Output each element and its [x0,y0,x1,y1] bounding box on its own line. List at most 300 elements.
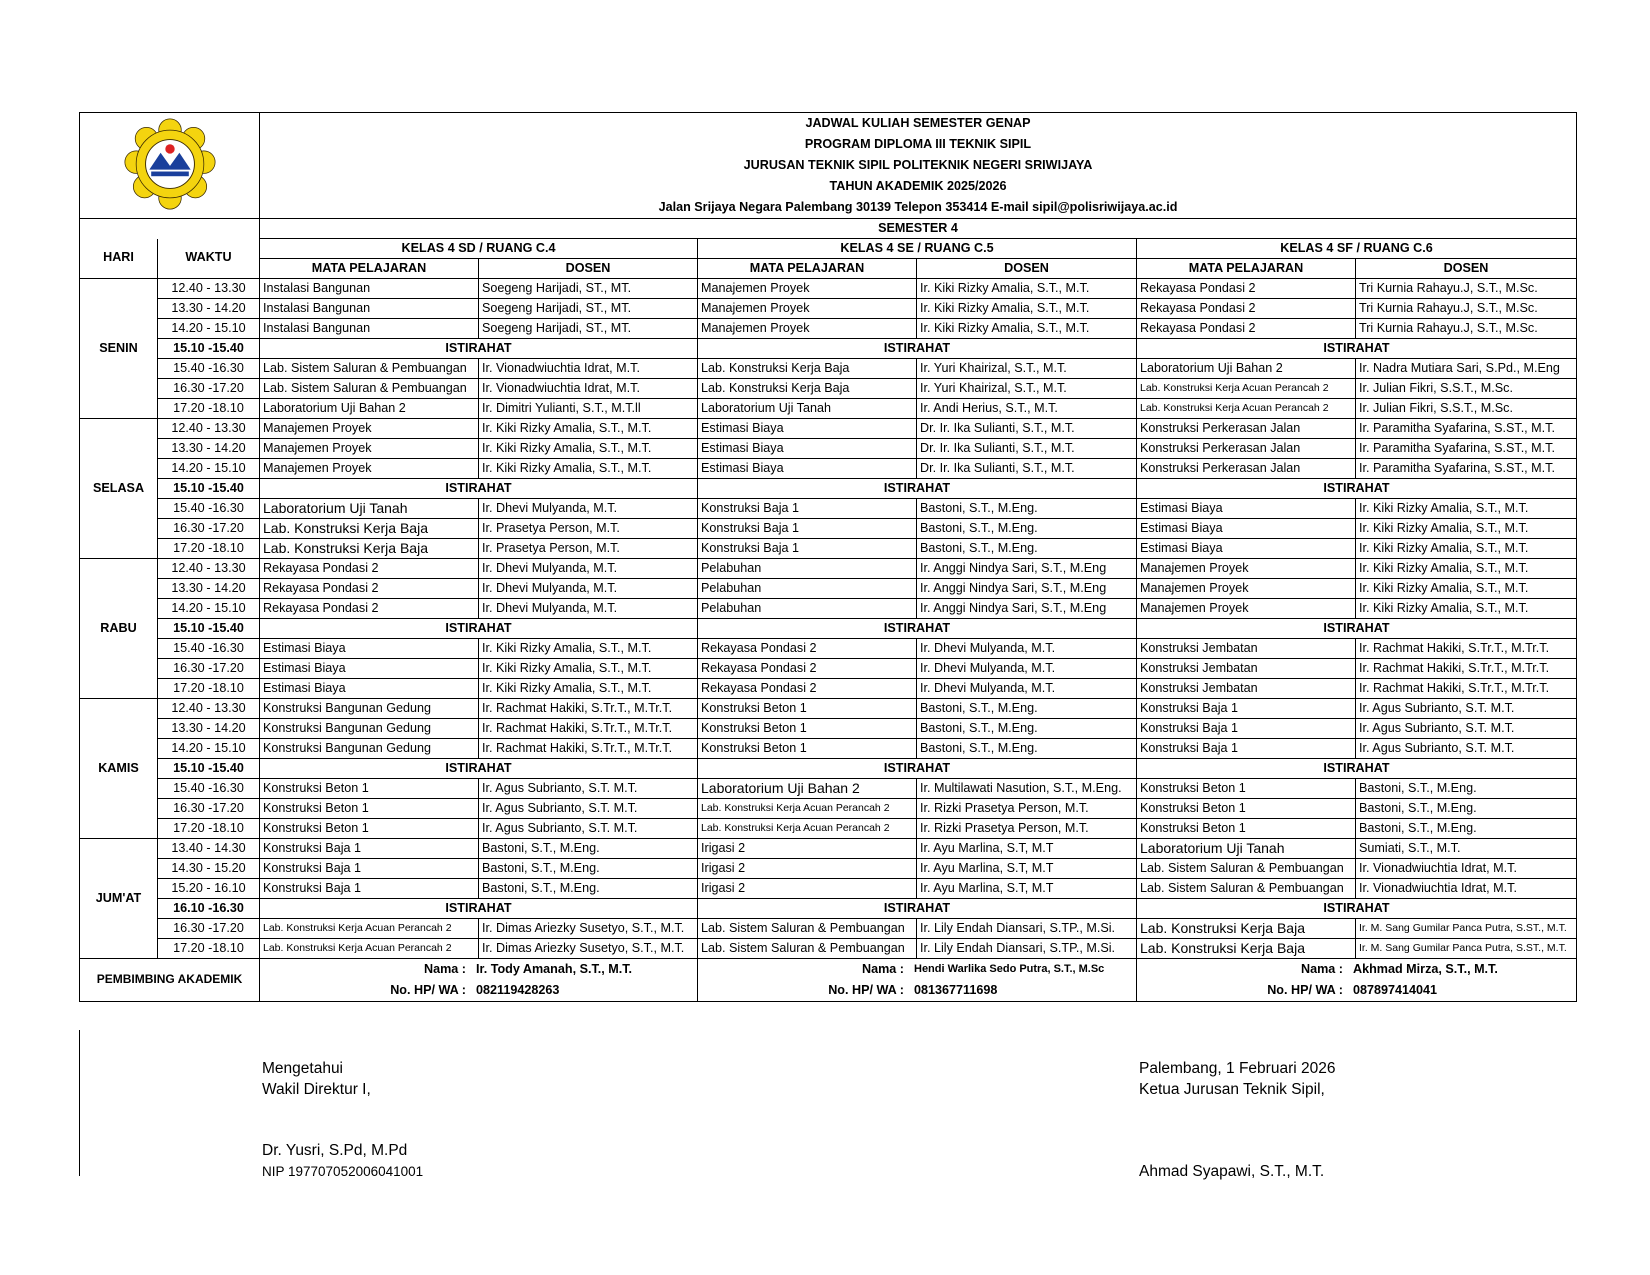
lecturer-cell: Ir. Vionadwiuchtia Idrat, M.T. [479,359,698,379]
course-cell: Konstruksi Beton 1 [698,739,917,759]
break-label: ISTIRAHAT [260,479,698,499]
footer-left-line2: Wakil Direktur I, [262,1081,371,1098]
course-cell: Rekayasa Pondasi 2 [698,679,917,699]
footer-right [1139,1058,1335,1100]
advisor-phone: 087897414041 [1353,982,1438,997]
header-department: JURUSAN TEKNIK SIPIL POLITEKNIK NEGERI SRIWIJAYA [743,158,1093,172]
time-slot: 15.40 -16.30 [158,779,260,799]
lecturer-cell: Bastoni, S.T., M.Eng. [1356,779,1577,799]
advisor-name-label: Nama : [862,961,904,976]
advisor-cell [260,959,698,1002]
course-cell: Konstruksi Beton 1 [260,819,479,839]
course-cell: Manajemen Proyek [698,299,917,319]
footer-right-name: Ahmad Syapawi, S.T., M.T. [1139,1163,1325,1180]
lecturer-cell: Ir. Ayu Marlina, S.T, M.T [917,859,1137,879]
footer-left-line1: Mengetahui [262,1060,344,1077]
course-cell: Instalasi Bangunan [260,319,479,339]
lecturer-cell: Ir. Kiki Rizky Amalia, S.T., M.T. [917,299,1137,319]
day-name: RABU [80,559,158,699]
course-cell: Lab. Sistem Saluran & Pembuangan [260,359,479,379]
course-cell: Konstruksi Perkerasan Jalan [1137,459,1356,479]
advisor-name-label: Nama : [424,961,466,976]
course-cell: Konstruksi Beton 1 [1137,799,1356,819]
course-cell: Rekayasa Pondasi 2 [260,599,479,619]
table-row [80,419,1577,439]
advisor-phone: 082119428263 [476,982,560,997]
day-name: JUM'AT [80,839,158,959]
time-slot: 16.30 -17.20 [158,519,260,539]
table-row [80,539,1577,559]
break-row [80,339,1577,359]
table-row [80,699,1577,719]
footer-left [262,1058,371,1100]
time-slot: 12.40 - 13.30 [158,419,260,439]
course-cell: Rekayasa Pondasi 2 [1137,279,1356,299]
lecturer-cell: Ir. Nadra Mutiara Sari, S.Pd., M.Eng [1356,359,1577,379]
footer-left-nip: NIP 197707052006041001 [262,1164,424,1179]
lecturer-cell: Ir. Rizki Prasetya Person, M.T. [917,799,1137,819]
lecturer-cell: Ir. Dhevi Mulyanda, M.T. [479,579,698,599]
time-slot: 14.20 - 15.10 [158,459,260,479]
advisor-cell [1137,959,1577,1002]
course-cell: Rekayasa Pondasi 2 [260,559,479,579]
lecturer-cell: Soegeng Harijadi, ST., MT. [479,279,698,299]
col-hari: HARI [80,239,158,279]
header-address: Jalan Srijaya Negara Palembang 30139 Telepon 353414 E-mail sipil@polisriwijaya.ac.id [658,200,1178,214]
course-cell: Laboratorium Uji Bahan 2 [698,779,917,799]
course-cell: Estimasi Biaya [698,419,917,439]
course-cell: Konstruksi Beton 1 [1137,819,1356,839]
lecturer-cell: Bastoni, S.T., M.Eng. [917,719,1137,739]
table-row [80,519,1577,539]
advisor-phone: 081367711698 [914,982,998,997]
course-cell: Rekayasa Pondasi 2 [260,579,479,599]
lecturer-cell: Ir. Agus Subrianto, S.T. M.T. [479,819,698,839]
lecturer-cell: Dr. Ir. Ika Sulianti, S.T., M.T. [917,459,1137,479]
table-row [80,499,1577,519]
schedule-table [79,112,1577,1002]
lecturer-cell: Ir. Rachmat Hakiki, S.Tr.T., M.Tr.T. [1356,659,1577,679]
advisor-phone-label: No. HP/ WA : [1267,982,1343,997]
course-cell: Pelabuhan [698,559,917,579]
footer-left-signatory [262,1140,423,1182]
col-dosen: DOSEN [1356,259,1577,279]
advisor-row [80,959,1577,1002]
time-slot: 14.20 - 15.10 [158,739,260,759]
lecturer-cell: Bastoni, S.T., M.Eng. [1356,799,1577,819]
course-cell: Estimasi Biaya [260,639,479,659]
advisor-name: Ir. Tody Amanah, S.T., M.T. [476,961,633,976]
table-row [80,599,1577,619]
course-cell: Manajemen Proyek [260,419,479,439]
lecturer-cell: Ir. Rizki Prasetya Person, M.T. [917,819,1137,839]
course-cell: Konstruksi Baja 1 [260,879,479,899]
time-slot: 12.40 - 13.30 [158,279,260,299]
break-label: ISTIRAHAT [260,339,698,359]
table-row [80,799,1577,819]
lecturer-cell: Ir. Prasetya Person, M.T. [479,539,698,559]
lecturer-cell: Ir. Rachmat Hakiki, S.Tr.T., M.Tr.T. [1356,639,1577,659]
break-label: ISTIRAHAT [698,759,1137,779]
lecturer-cell: Ir. Kiki Rizky Amalia, S.T., M.T. [479,659,698,679]
course-cell: Konstruksi Beton 1 [1137,779,1356,799]
lecturer-cell: Ir. M. Sang Gumilar Panca Putra, S.ST., M.T. [1356,939,1577,959]
course-cell: Lab. Sistem Saluran & Pembuangan [698,919,917,939]
table-row [80,439,1577,459]
table-row [80,639,1577,659]
break-label: ISTIRAHAT [260,899,698,919]
lecturer-cell: Ir. Yuri Khairizal, S.T., M.T. [917,359,1137,379]
course-cell: Lab. Konstruksi Kerja Acuan Perancah 2 [698,799,917,819]
course-cell: Laboratorium Uji Tanah [698,399,917,419]
lecturer-cell: Ir. Dhevi Mulyanda, M.T. [479,559,698,579]
break-label: ISTIRAHAT [260,759,698,779]
lecturer-cell: Tri Kurnia Rahayu.J, S.T., M.Sc. [1356,319,1577,339]
time-slot: 15.10 -15.40 [158,339,260,359]
time-slot: 15.20 - 16.10 [158,879,260,899]
left-margin-line [79,1030,80,1176]
break-label: ISTIRAHAT [698,479,1137,499]
lecturer-cell: Ir. Paramitha Syafarina, S.ST., M.T. [1356,459,1577,479]
course-cell: Konstruksi Baja 1 [1137,719,1356,739]
time-slot: 13.30 - 14.20 [158,299,260,319]
time-slot: 15.10 -15.40 [158,619,260,639]
course-cell: Konstruksi Jembatan [1137,659,1356,679]
time-slot: 15.10 -15.40 [158,479,260,499]
time-slot: 13.30 - 14.20 [158,579,260,599]
lecturer-cell: Bastoni, S.T., M.Eng. [479,839,698,859]
time-slot: 13.30 - 14.20 [158,719,260,739]
course-cell: Konstruksi Bangunan Gedung [260,699,479,719]
advisor-cell [698,959,1137,1002]
course-cell: Rekayasa Pondasi 2 [698,659,917,679]
table-row [80,919,1577,939]
course-cell: Konstruksi Baja 1 [260,859,479,879]
table-row [80,659,1577,679]
course-cell: Konstruksi Baja 1 [1137,739,1356,759]
lecturer-cell: Ir. Anggi Nindya Sari, S.T., M.Eng [917,599,1137,619]
lecturer-cell: Ir. Agus Subrianto, S.T. M.T. [1356,699,1577,719]
lecturer-cell: Dr. Ir. Ika Sulianti, S.T., M.T. [917,439,1137,459]
lecturer-cell: Tri Kurnia Rahayu.J, S.T., M.Sc. [1356,279,1577,299]
lecturer-cell: Tri Kurnia Rahayu.J, S.T., M.Sc. [1356,299,1577,319]
course-cell: Laboratorium Uji Tanah [260,499,479,519]
break-label: ISTIRAHAT [1137,899,1577,919]
course-cell: Manajemen Proyek [260,439,479,459]
col-mata-pelajaran: MATA PELAJARAN [1137,259,1356,279]
lecturer-cell: Bastoni, S.T., M.Eng. [917,739,1137,759]
lecturer-cell: Ir. Dimas Ariezky Susetyo, S.T., M.T. [479,939,698,959]
lecturer-cell: Bastoni, S.T., M.Eng. [1356,819,1577,839]
polsri-logo-icon [122,117,218,211]
time-slot: 14.30 - 15.20 [158,859,260,879]
advisor-phone-label: No. HP/ WA : [828,982,904,997]
course-cell: Konstruksi Beton 1 [698,719,917,739]
document-header [260,113,1577,219]
course-cell: Estimasi Biaya [260,679,479,699]
course-cell: Konstruksi Baja 1 [1137,699,1356,719]
lecturer-cell: Ir. Julian Fikri, S.S.T., M.Sc. [1356,379,1577,399]
lecturer-cell: Ir. Yuri Khairizal, S.T., M.T. [917,379,1137,399]
advisor-name: Akhmad Mirza, S.T., M.T. [1353,961,1498,976]
lecturer-cell: Ir. Dhevi Mulyanda, M.T. [917,659,1137,679]
course-cell: Konstruksi Beton 1 [260,779,479,799]
lecturer-cell: Ir. Dhevi Mulyanda, M.T. [917,679,1137,699]
table-row [80,819,1577,839]
course-cell: Lab. Sistem Saluran & Pembuangan [698,939,917,959]
table-row [80,299,1577,319]
class-header: KELAS 4 SF / RUANG C.6 [1137,239,1577,259]
lecturer-cell: Ir. Kiki Rizky Amalia, S.T., M.T. [479,679,698,699]
course-cell: Konstruksi Bangunan Gedung [260,739,479,759]
table-row [80,679,1577,699]
course-cell: Estimasi Biaya [698,459,917,479]
lecturer-cell: Ir. Vionadwiuchtia Idrat, M.T. [479,379,698,399]
table-row [80,839,1577,859]
lecturer-cell: Ir. Kiki Rizky Amalia, S.T., M.T. [1356,579,1577,599]
table-row [80,379,1577,399]
lecturer-cell: Ir. Rachmat Hakiki, S.Tr.T., M.Tr.T. [1356,679,1577,699]
lecturer-cell: Bastoni, S.T., M.Eng. [479,879,698,899]
lecturer-cell: Ir. Dhevi Mulyanda, M.T. [917,639,1137,659]
time-slot: 16.30 -17.20 [158,659,260,679]
lecturer-cell: Ir. Kiki Rizky Amalia, S.T., M.T. [1356,539,1577,559]
lecturer-cell: Soegeng Harijadi, ST., MT. [479,299,698,319]
break-row [80,899,1577,919]
table-row [80,319,1577,339]
course-cell: Konstruksi Jembatan [1137,639,1356,659]
course-cell: Konstruksi Jembatan [1137,679,1356,699]
course-cell: Lab. Konstruksi Kerja Baja [260,519,479,539]
course-cell: Pelabuhan [698,599,917,619]
blank-cell [80,219,260,239]
break-label: ISTIRAHAT [1137,759,1577,779]
table-row [80,779,1577,799]
table-row [80,279,1577,299]
course-cell: Irigasi 2 [698,879,917,899]
lecturer-cell: Ir. Agus Subrianto, S.T. M.T. [1356,739,1577,759]
course-cell: Lab. Konstruksi Kerja Baja [698,379,917,399]
advisor-phone-label: No. HP/ WA : [390,982,466,997]
course-cell: Instalasi Bangunan [260,279,479,299]
lecturer-cell: Ir. Anggi Nindya Sari, S.T., M.Eng [917,559,1137,579]
header-academic-year: TAHUN AKADEMIK 2025/2026 [829,179,1007,193]
day-name: KAMIS [80,699,158,839]
time-slot: 14.20 - 15.10 [158,319,260,339]
course-cell: Lab. Konstruksi Kerja Baja [260,539,479,559]
course-cell: Laboratorium Uji Tanah [1137,839,1356,859]
table-row [80,579,1577,599]
lecturer-cell: Sumiati, S.T., M.T. [1356,839,1577,859]
advisor-name-label: Nama : [1301,961,1343,976]
col-mata-pelajaran: MATA PELAJARAN [698,259,917,279]
col-mata-pelajaran: MATA PELAJARAN [260,259,479,279]
lecturer-cell: Ir. Vionadwiuchtia Idrat, M.T. [1356,859,1577,879]
course-cell: Lab. Konstruksi Kerja Acuan Perancah 2 [260,939,479,959]
course-cell: Laboratorium Uji Bahan 2 [1137,359,1356,379]
lecturer-cell: Ir. Paramitha Syafarina, S.ST., M.T. [1356,419,1577,439]
day-name: SENIN [80,279,158,419]
course-cell: Estimasi Biaya [260,659,479,679]
lecturer-cell: Ir. Paramitha Syafarina, S.ST., M.T. [1356,439,1577,459]
course-cell: Manajemen Proyek [1137,599,1356,619]
break-row [80,479,1577,499]
course-cell: Instalasi Bangunan [260,299,479,319]
course-cell: Lab. Konstruksi Kerja Baja [1137,939,1356,959]
time-slot: 16.30 -17.20 [158,379,260,399]
table-row [80,939,1577,959]
table-row [80,459,1577,479]
course-cell: Manajemen Proyek [1137,579,1356,599]
col-waktu: WAKTU [158,239,260,279]
lecturer-cell: Bastoni, S.T., M.Eng. [917,699,1137,719]
break-row [80,619,1577,639]
day-name: SELASA [80,419,158,559]
lecturer-cell: Ir. Lily Endah Diansari, S.TP., M.Si. [917,919,1137,939]
lecturer-cell: Ir. Kiki Rizky Amalia, S.T., M.T. [1356,519,1577,539]
time-slot: 15.40 -16.30 [158,359,260,379]
table-row [80,359,1577,379]
footer-right-signatory [1139,1161,1324,1182]
time-slot: 16.10 -16.30 [158,899,260,919]
time-slot: 17.20 -18.10 [158,939,260,959]
lecturer-cell: Ir. Kiki Rizky Amalia, S.T., M.T. [479,459,698,479]
footer-left-name: Dr. Yusri, S.Pd, M.Pd [262,1142,408,1159]
time-slot: 17.20 -18.10 [158,679,260,699]
course-cell: Lab. Sistem Saluran & Pembuangan [260,379,479,399]
course-cell: Rekayasa Pondasi 2 [1137,319,1356,339]
footer-right-line2: Ketua Jurusan Teknik Sipil, [1139,1081,1325,1098]
lecturer-cell: Ir. Dhevi Mulyanda, M.T. [479,599,698,619]
col-dosen: DOSEN [479,259,698,279]
lecturer-cell: Soegeng Harijadi, ST., MT. [479,319,698,339]
course-cell: Konstruksi Beton 1 [260,799,479,819]
course-cell: Manajemen Proyek [1137,559,1356,579]
footer-right-line1: Palembang, 1 Februari 2026 [1139,1060,1336,1077]
break-label: ISTIRAHAT [1137,339,1577,359]
lecturer-cell: Ir. M. Sang Gumilar Panca Putra, S.ST., M.T. [1356,919,1577,939]
lecturer-cell: Ir. Rachmat Hakiki, S.Tr.T., M.Tr.T. [479,739,698,759]
course-cell: Manajemen Proyek [260,459,479,479]
time-slot: 17.20 -18.10 [158,819,260,839]
lecturer-cell: Ir. Anggi Nindya Sari, S.T., M.Eng [917,579,1137,599]
course-cell: Rekayasa Pondasi 2 [698,639,917,659]
header-title: JADWAL KULIAH SEMESTER GENAP [805,116,1031,130]
course-cell: Estimasi Biaya [698,439,917,459]
course-cell: Lab. Konstruksi Kerja Acuan Perancah 2 [1137,379,1356,399]
lecturer-cell: Ir. Agus Subrianto, S.T. M.T. [479,799,698,819]
time-slot: 15.10 -15.40 [158,759,260,779]
header-program: PROGRAM DIPLOMA III TEKNIK SIPIL [804,137,1032,151]
course-cell: Estimasi Biaya [1137,499,1356,519]
course-cell: Manajemen Proyek [698,279,917,299]
lecturer-cell: Ir. Agus Subrianto, S.T. M.T. [479,779,698,799]
lecturer-cell: Ir. Kiki Rizky Amalia, S.T., M.T. [479,439,698,459]
course-cell: Konstruksi Beton 1 [698,699,917,719]
course-cell: Lab. Konstruksi Kerja Acuan Perancah 2 [698,819,917,839]
time-slot: 17.20 -18.10 [158,539,260,559]
lecturer-cell: Ir. Kiki Rizky Amalia, S.T., M.T. [479,639,698,659]
course-cell: Lab. Konstruksi Kerja Baja [1137,919,1356,939]
course-cell: Lab. Konstruksi Kerja Baja [698,359,917,379]
break-row [80,759,1577,779]
course-cell: Konstruksi Baja 1 [698,539,917,559]
lecturer-cell: Bastoni, S.T., M.Eng. [917,539,1137,559]
table-row [80,399,1577,419]
course-cell: Lab. Konstruksi Kerja Acuan Perancah 2 [260,919,479,939]
course-cell: Konstruksi Baja 1 [698,519,917,539]
lecturer-cell: Ir. Agus Subrianto, S.T. M.T. [1356,719,1577,739]
course-cell: Konstruksi Perkerasan Jalan [1137,419,1356,439]
lecturer-cell: Ir. Rachmat Hakiki, S.Tr.T., M.Tr.T. [479,699,698,719]
logo-cell [80,113,260,219]
time-slot: 15.40 -16.30 [158,639,260,659]
course-cell: Konstruksi Perkerasan Jalan [1137,439,1356,459]
lecturer-cell: Dr. Ir. Ika Sulianti, S.T., M.T. [917,419,1137,439]
advisor-name: Hendi Warlika Sedo Putra, S.T., M.Sc [914,963,1105,976]
advisor-label: PEMBIMBING AKADEMIK [80,959,260,1002]
time-slot: 12.40 - 13.30 [158,559,260,579]
course-cell: Estimasi Biaya [1137,519,1356,539]
course-cell: Laboratorium Uji Bahan 2 [260,399,479,419]
break-label: ISTIRAHAT [698,899,1137,919]
table-row [80,559,1577,579]
lecturer-cell: Ir. Julian Fikri, S.S.T., M.Sc. [1356,399,1577,419]
break-label: ISTIRAHAT [1137,479,1577,499]
lecturer-cell: Ir. Vionadwiuchtia Idrat, M.T. [1356,879,1577,899]
lecturer-cell: Ir. Dhevi Mulyanda, M.T. [479,499,698,519]
lecturer-cell: Ir. Andi Herius, S.T., M.T. [917,399,1137,419]
time-slot: 13.40 - 14.30 [158,839,260,859]
course-cell: Manajemen Proyek [698,319,917,339]
table-row [80,739,1577,759]
lecturer-cell: Ir. Dimitri Yulianti, S.T., M.T.ll [479,399,698,419]
course-cell: Lab. Sistem Saluran & Pembuangan [1137,879,1356,899]
time-slot: 17.20 -18.10 [158,399,260,419]
time-slot: 12.40 - 13.30 [158,699,260,719]
time-slot: 14.20 - 15.10 [158,599,260,619]
lecturer-cell: Ir. Kiki Rizky Amalia, S.T., M.T. [917,279,1137,299]
time-slot: 13.30 - 14.20 [158,439,260,459]
break-label: ISTIRAHAT [698,339,1137,359]
table-row [80,879,1577,899]
lecturer-cell: Bastoni, S.T., M.Eng. [917,519,1137,539]
semester-label: SEMESTER 4 [260,219,1577,239]
lecturer-cell: Ir. Kiki Rizky Amalia, S.T., M.T. [479,419,698,439]
class-header: KELAS 4 SD / RUANG C.4 [260,239,698,259]
time-slot: 16.30 -17.20 [158,799,260,819]
course-cell: Pelabuhan [698,579,917,599]
course-cell: Estimasi Biaya [1137,539,1356,559]
table-row [80,859,1577,879]
break-label: ISTIRAHAT [1137,619,1577,639]
col-dosen: DOSEN [917,259,1137,279]
course-cell: Konstruksi Baja 1 [698,499,917,519]
course-cell: Irigasi 2 [698,839,917,859]
table-row [80,719,1577,739]
lecturer-cell: Ir. Kiki Rizky Amalia, S.T., M.T. [1356,599,1577,619]
lecturer-cell: Ir. Ayu Marlina, S.T, M.T [917,839,1137,859]
lecturer-cell: Ir. Multilawati Nasution, S.T., M.Eng. [917,779,1137,799]
lecturer-cell: Ir. Kiki Rizky Amalia, S.T., M.T. [1356,499,1577,519]
lecturer-cell: Ir. Lily Endah Diansari, S.TP., M.Si. [917,939,1137,959]
break-label: ISTIRAHAT [698,619,1137,639]
lecturer-cell: Ir. Kiki Rizky Amalia, S.T., M.T. [917,319,1137,339]
course-cell: Lab. Konstruksi Kerja Acuan Perancah 2 [1137,399,1356,419]
course-cell: Irigasi 2 [698,859,917,879]
lecturer-cell: Ir. Rachmat Hakiki, S.Tr.T., M.Tr.T. [479,719,698,739]
lecturer-cell: Ir. Dimas Ariezky Susetyo, S.T., M.T. [479,919,698,939]
